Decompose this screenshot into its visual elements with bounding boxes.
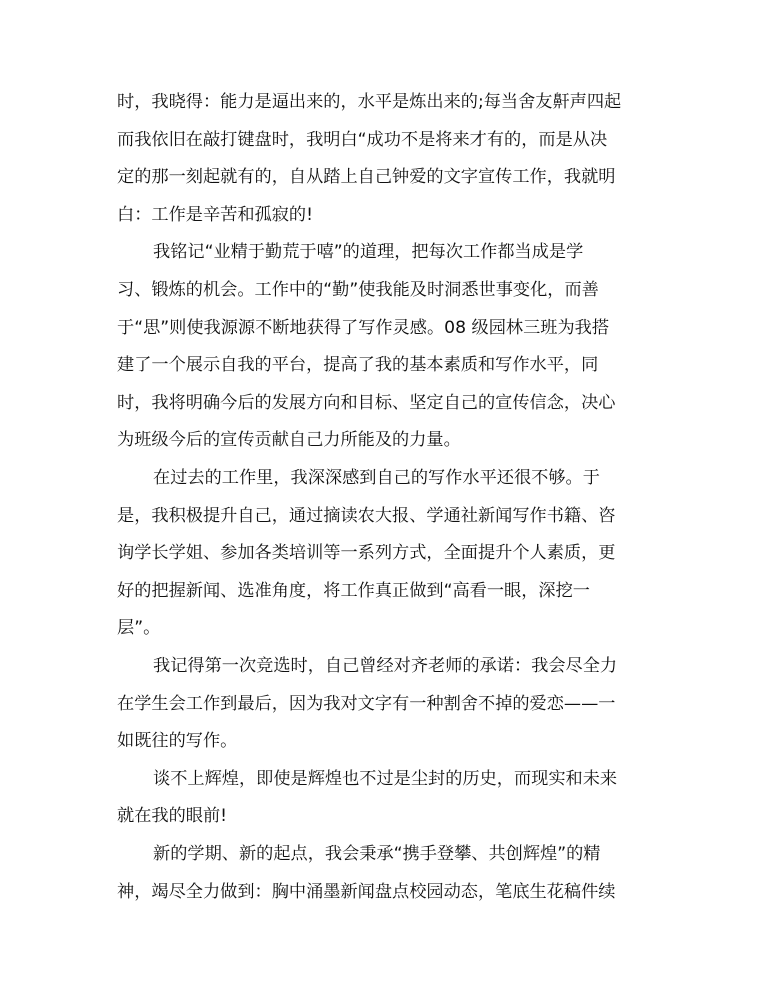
text-line: 如既往的写作。 xyxy=(117,731,238,752)
text-line: 习、锻炼的机会。工作中的“勤”使我能及时洞悉世事变化，而善 xyxy=(117,280,599,300)
text-line: 于“思”则使我源源不断地获得了写作灵感。08 级园林三班为我搭 xyxy=(117,317,610,338)
text-line: 时，我将明确今后的发展方向和目标、坚定自己的宣传信念，决心 xyxy=(117,392,616,413)
text-line: 在学生会工作到最后，因为我对文字有一种割舍不掉的爱恋——一 xyxy=(117,693,616,714)
text-line: 为班级今后的宣传贡献自己力所能及的力量。 xyxy=(117,430,461,451)
paragraph-first-line: 我记得第一次竞选时，自己曾经对齐老师的承诺：我会尽全力 xyxy=(153,656,618,676)
text-line: 白：工作是辛苦和孤寂的! xyxy=(117,204,313,225)
paragraph-first-line: 我铭记“业精于勤荒于嘻”的道理，把每次工作都当成是学 xyxy=(153,242,584,263)
text-line: 定的那一刻起就有的，自从踏上自己钟爱的文字宣传工作，我就明 xyxy=(117,167,616,188)
paragraph-first-line: 在过去的工作里，我深深感到自己的写作水平还很不够。于 xyxy=(153,468,600,488)
text-line: 就在我的眼前! xyxy=(117,806,228,827)
text-line: 好的把握新闻、选准角度，将工作真正做到“高看一眼，深挖一 xyxy=(117,580,590,601)
paragraph-first-line: 新的学期、新的起点，我会秉承“携手登攀、共创辉煌”的精 xyxy=(153,844,601,864)
paragraph-first-line: 谈不上辉煌，即使是辉煌也不过是尘封的历史，而现实和未来 xyxy=(153,768,618,789)
text-line: 而我依旧在敲打键盘时，我明白“成功不是将来才有的，而是从决 xyxy=(117,129,608,150)
text-line: 询学长学姐、参加各类培训等一系列方式，全面提升个人素质，更 xyxy=(117,543,616,564)
text-line: 神，竭尽全力做到：胸中涌墨新闻盘点校园动态，笔底生花稿件续 xyxy=(117,881,616,902)
text-line: 是，我积极提升自己，通过摘读农大报、学通社新闻写作书籍、咨 xyxy=(117,505,616,526)
text-line: 层”。 xyxy=(117,618,161,639)
text-line: 时，我晓得：能力是逼出来的，水平是炼出来的;每当舍友鼾声四起 xyxy=(117,92,622,112)
text-line: 建了一个展示自我的平台，提高了我的基本素质和写作水平，同 xyxy=(117,355,599,376)
